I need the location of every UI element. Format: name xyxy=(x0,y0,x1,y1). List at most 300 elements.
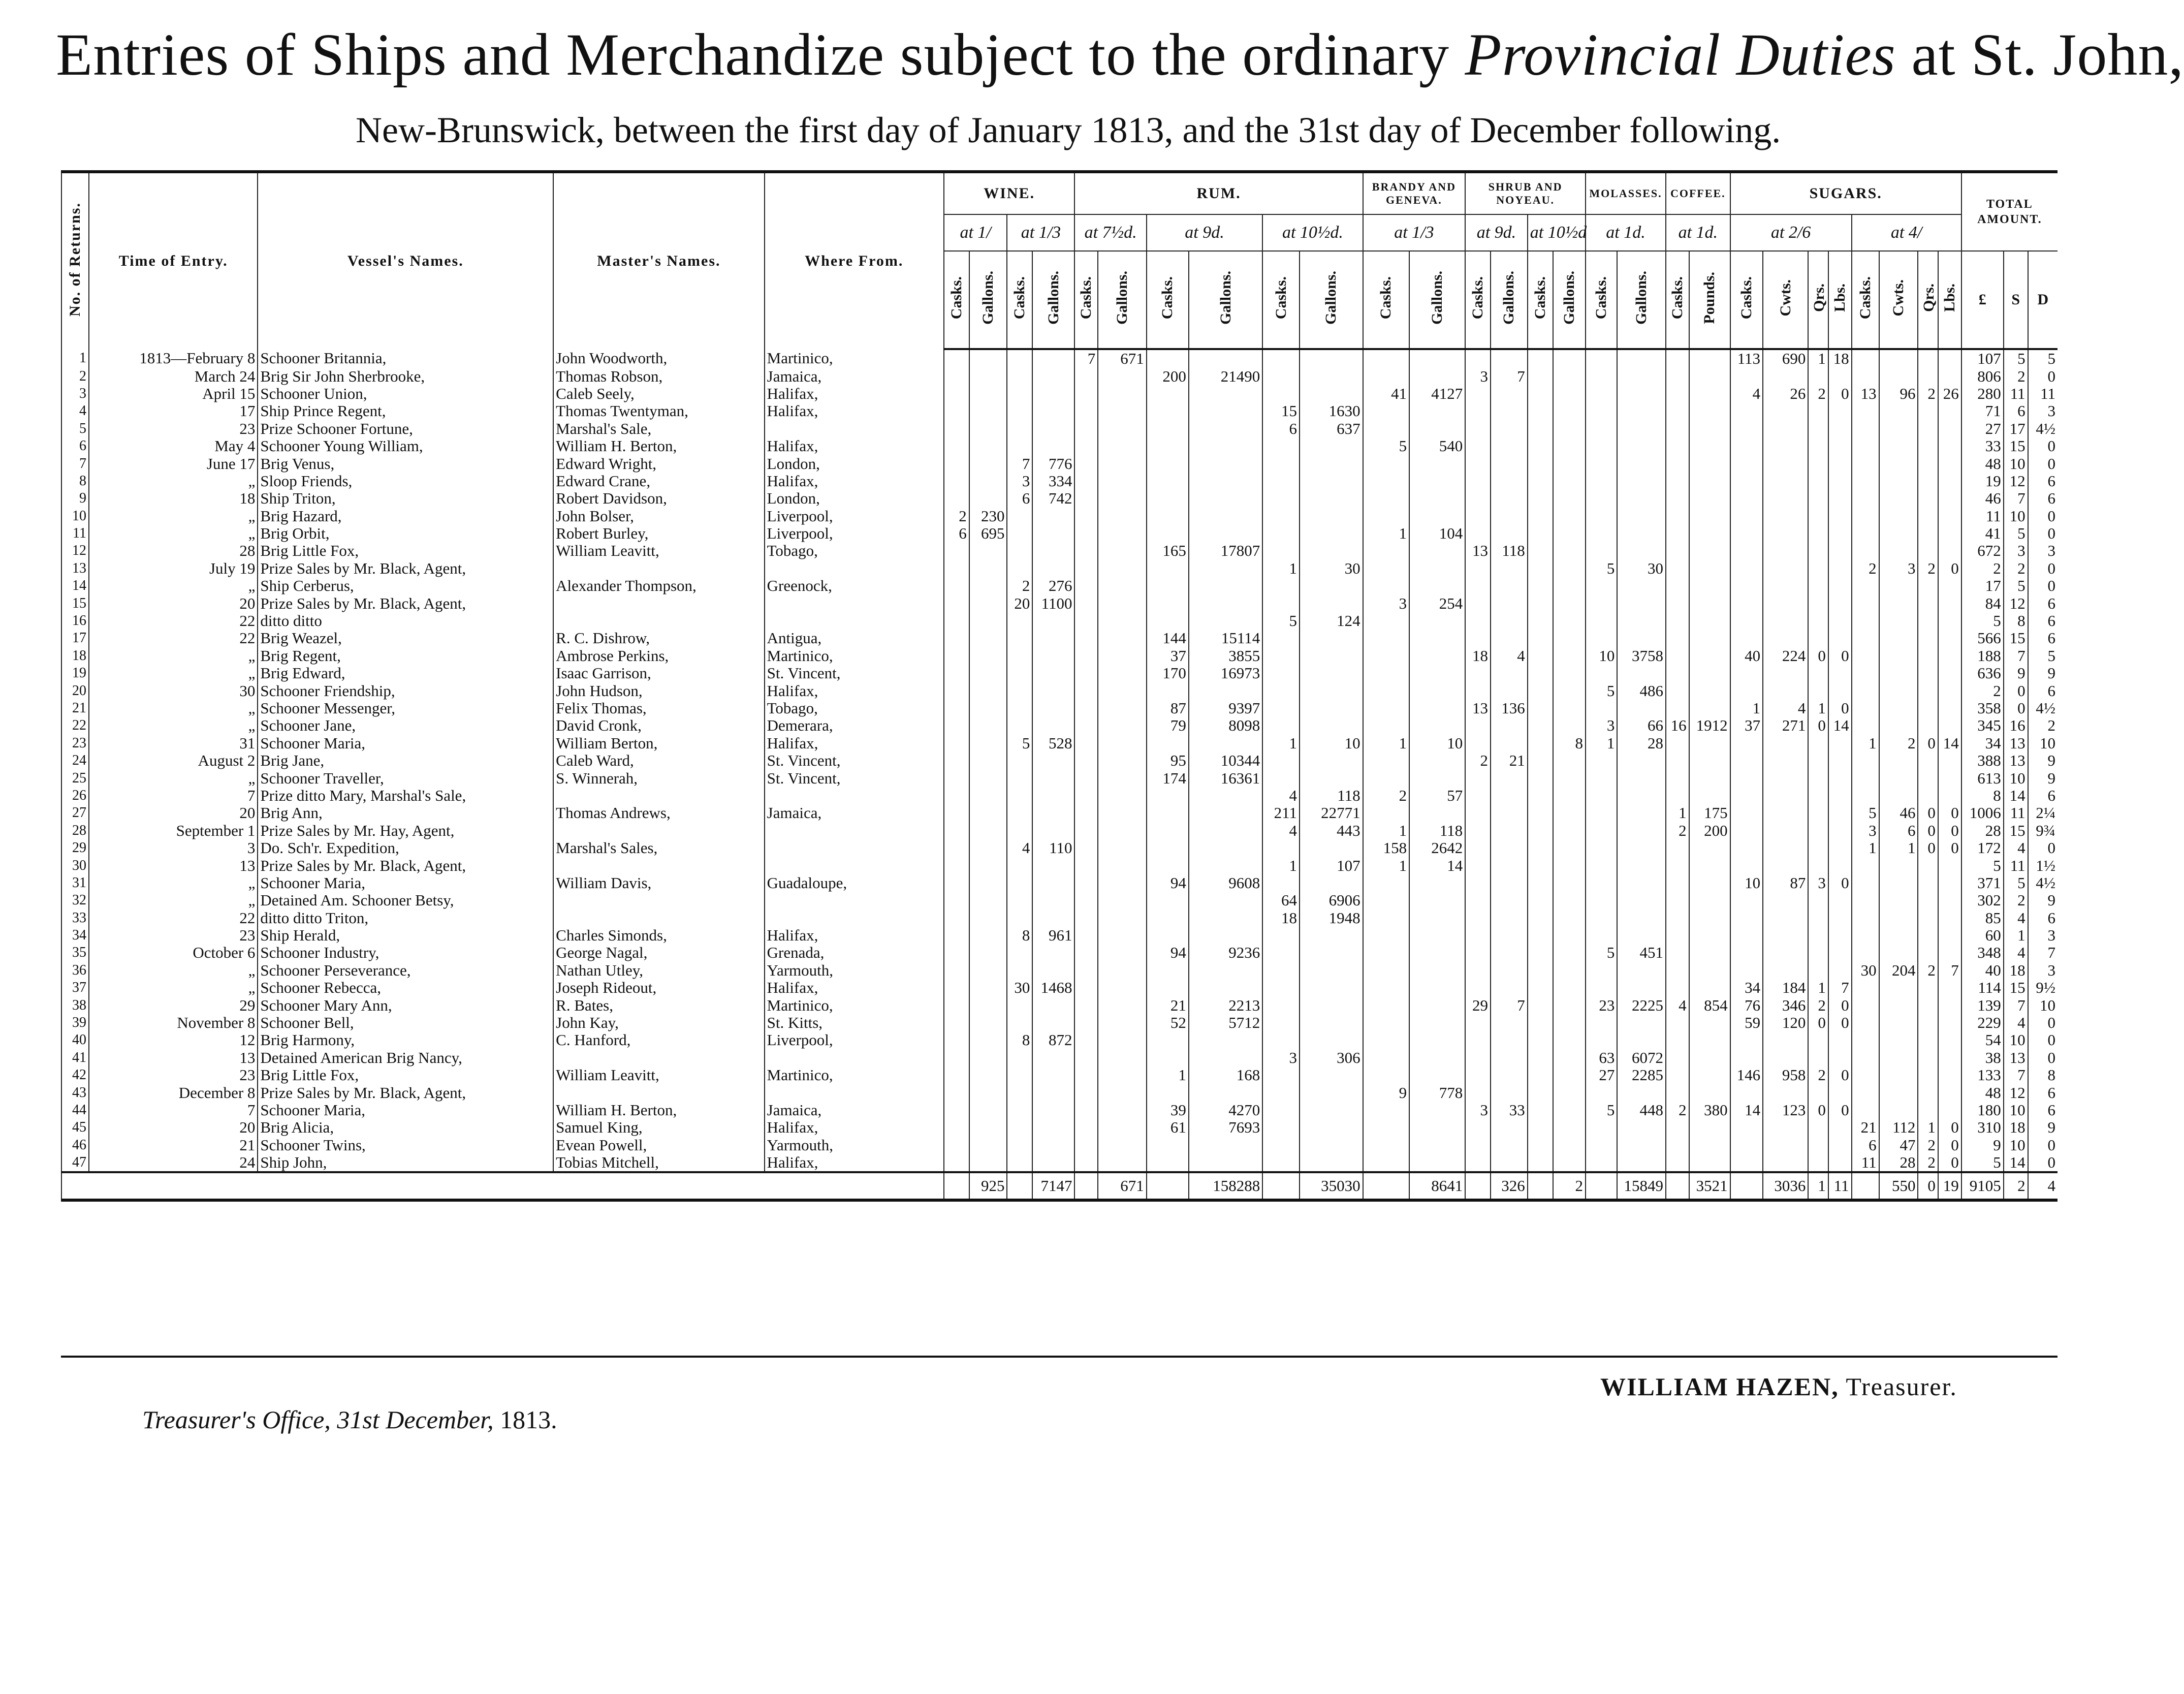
row-total-shillings: 10 xyxy=(2004,1031,2028,1049)
cell-r105g xyxy=(1300,630,1363,647)
cell-m1g xyxy=(1617,385,1666,402)
cell-r105g xyxy=(1300,944,1363,961)
cell-b13c: 2 xyxy=(1363,787,1409,804)
cell-r105c xyxy=(1262,542,1300,559)
cell-s2w xyxy=(1879,612,1918,630)
row-total-pence: 0 xyxy=(2028,1154,2058,1172)
row-where-from: Halifax, xyxy=(765,979,944,996)
table-row xyxy=(61,349,2058,367)
cell-w13g xyxy=(1032,909,1074,927)
cell-s1q: 1 xyxy=(1808,979,1828,996)
row-date: „ xyxy=(89,577,258,594)
cell-s2l xyxy=(1938,1066,1961,1084)
cell-r9c xyxy=(1147,508,1189,525)
total-co1c xyxy=(1666,1172,1689,1200)
cell-sh10c xyxy=(1528,892,1553,909)
cell-sh10g xyxy=(1553,962,1586,979)
cell-s2q xyxy=(1918,542,1938,559)
cell-s2q xyxy=(1918,1084,1938,1101)
col-time-of-entry: Time of Entry. xyxy=(89,172,258,349)
cell-sh9g xyxy=(1491,560,1528,577)
row-vessel: Schooner Maria, xyxy=(258,735,553,752)
cell-co1c xyxy=(1666,525,1689,542)
cell-s1q xyxy=(1808,594,1828,612)
totals-label-blank xyxy=(61,1172,944,1200)
cell-b13g xyxy=(1409,367,1465,385)
row-total-pence: 0 xyxy=(2028,367,2058,385)
row-master: Thomas Twentyman, xyxy=(553,402,765,420)
cell-s1c xyxy=(1730,665,1763,682)
cell-b13g: 10 xyxy=(1409,735,1465,752)
table-row xyxy=(61,473,2058,490)
cell-w1g xyxy=(969,455,1007,472)
row-total-shillings: 10 xyxy=(2004,455,2028,472)
row-date: 1813—February 8 xyxy=(89,349,258,367)
cell-w13c xyxy=(1007,665,1032,682)
row-total-pence: 0 xyxy=(2028,455,2058,472)
total-s1w: 3036 xyxy=(1763,1172,1808,1200)
row-total-pence: 6 xyxy=(2028,1084,2058,1101)
cell-w1c xyxy=(944,1014,969,1031)
row-total-shillings: 15 xyxy=(2004,979,2028,996)
row-total-shillings: 10 xyxy=(2004,508,2028,525)
row-date: 24 xyxy=(89,1154,258,1172)
cell-w13c xyxy=(1007,944,1032,961)
cell-s1c xyxy=(1730,857,1763,874)
cell-r9c: 94 xyxy=(1147,874,1189,892)
cell-s2l xyxy=(1938,630,1961,647)
row-total-pence: 3 xyxy=(2028,927,2058,944)
row-where-from: St. Vincent, xyxy=(765,769,944,787)
unit-gallons: Gallons. xyxy=(1409,251,1465,349)
cell-sh9c xyxy=(1465,665,1491,682)
cell-s2c xyxy=(1852,682,1879,699)
row-date: 23 xyxy=(89,1066,258,1084)
row-total-shillings: 0 xyxy=(2004,682,2028,699)
cell-s1c xyxy=(1730,367,1763,385)
row-date: „ xyxy=(89,473,258,490)
cell-sh10c xyxy=(1528,927,1553,944)
cell-r9c: 95 xyxy=(1147,752,1189,769)
cell-r105g xyxy=(1300,542,1363,559)
cell-s1w xyxy=(1763,822,1808,839)
cell-b13g xyxy=(1409,892,1465,909)
cell-sh9c xyxy=(1465,769,1491,787)
cell-s2q: 0 xyxy=(1918,735,1938,752)
cell-r105c xyxy=(1262,647,1300,665)
cell-w13c xyxy=(1007,874,1032,892)
cell-s2c: 11 xyxy=(1852,1154,1879,1172)
cell-m1c: 10 xyxy=(1586,647,1617,665)
cell-m1g xyxy=(1617,1084,1666,1101)
cell-r75g xyxy=(1098,420,1147,437)
cell-m1g xyxy=(1617,594,1666,612)
cell-sh9g xyxy=(1491,769,1528,787)
row-date: October 6 xyxy=(89,944,258,961)
cell-r75c xyxy=(1074,560,1098,577)
cell-s1l xyxy=(1828,577,1852,594)
cell-m1g xyxy=(1617,769,1666,787)
cell-s1c xyxy=(1730,1119,1763,1136)
row-master: Caleb Ward, xyxy=(553,752,765,769)
table-row xyxy=(61,594,2058,612)
row-master: Felix Thomas, xyxy=(553,700,765,717)
cell-b13c: 41 xyxy=(1363,385,1409,402)
cell-w13c xyxy=(1007,420,1032,437)
cell-m1g: 2225 xyxy=(1617,996,1666,1014)
cell-r9g: 17807 xyxy=(1189,542,1262,559)
cell-sh9c xyxy=(1465,594,1491,612)
cell-s2w xyxy=(1879,1031,1918,1049)
cell-co1p xyxy=(1689,367,1730,385)
cell-s1c xyxy=(1730,630,1763,647)
cell-sh10g xyxy=(1553,839,1586,857)
cell-w13g xyxy=(1032,822,1074,839)
row-where-from: Halifax, xyxy=(765,927,944,944)
cell-b13c xyxy=(1363,752,1409,769)
cell-s2l xyxy=(1938,455,1961,472)
cell-w1g xyxy=(969,804,1007,822)
cell-sh10c xyxy=(1528,1154,1553,1172)
cell-r105c: 4 xyxy=(1262,822,1300,839)
cell-w13g xyxy=(1032,402,1074,420)
cell-sh10c xyxy=(1528,367,1553,385)
row-vessel: Ship Cerberus, xyxy=(258,577,553,594)
cell-co1p xyxy=(1689,560,1730,577)
cell-s1w: 690 xyxy=(1763,349,1808,367)
cell-w1g xyxy=(969,1154,1007,1172)
cell-w1c xyxy=(944,1066,969,1084)
row-date: 18 xyxy=(89,490,258,507)
cell-b13g xyxy=(1409,962,1465,979)
row-vessel: Schooner Maria, xyxy=(258,874,553,892)
cell-s2l: 0 xyxy=(1938,560,1961,577)
cell-r75c xyxy=(1074,367,1098,385)
row-master: William Leavitt, xyxy=(553,1066,765,1084)
cell-w1c xyxy=(944,385,969,402)
cell-s1w xyxy=(1763,787,1808,804)
cell-sh10g xyxy=(1553,349,1586,367)
cell-m1c xyxy=(1586,962,1617,979)
cell-s2l xyxy=(1938,525,1961,542)
total-s1l: 11 xyxy=(1828,1172,1852,1200)
total-b13g: 8641 xyxy=(1409,1172,1465,1200)
cell-w1c xyxy=(944,717,969,734)
cell-s2l xyxy=(1938,874,1961,892)
row-master xyxy=(553,560,765,577)
table-row xyxy=(61,962,2058,979)
row-number: 33 xyxy=(61,909,89,927)
cell-b13g: 778 xyxy=(1409,1084,1465,1101)
cell-b13g: 2642 xyxy=(1409,839,1465,857)
cell-s1w: 123 xyxy=(1763,1102,1808,1119)
cell-s2c xyxy=(1852,525,1879,542)
row-where-from: Liverpool, xyxy=(765,508,944,525)
cell-s2l xyxy=(1938,665,1961,682)
cell-s2w xyxy=(1879,857,1918,874)
cell-s2c xyxy=(1852,1049,1879,1066)
cell-sh9c xyxy=(1465,630,1491,647)
cell-m1c xyxy=(1586,979,1617,996)
cell-sh10g xyxy=(1553,665,1586,682)
cell-sh9c xyxy=(1465,857,1491,874)
cell-w1c xyxy=(944,874,969,892)
unit-casks: Casks. xyxy=(1730,251,1763,349)
cell-co1c xyxy=(1666,665,1689,682)
cell-w1g xyxy=(969,682,1007,699)
cell-r9c: 200 xyxy=(1147,367,1189,385)
cell-r105c: 1 xyxy=(1262,560,1300,577)
cell-r75c xyxy=(1074,490,1098,507)
cell-s2w xyxy=(1879,927,1918,944)
cell-sh9c xyxy=(1465,892,1491,909)
cell-sh9c xyxy=(1465,385,1491,402)
cell-co1c xyxy=(1666,752,1689,769)
cell-co1p xyxy=(1689,1119,1730,1136)
cell-sh10g xyxy=(1553,752,1586,769)
cell-w13c xyxy=(1007,508,1032,525)
row-date: May 4 xyxy=(89,437,258,455)
cell-w1g xyxy=(969,787,1007,804)
cell-sh9c xyxy=(1465,1137,1491,1154)
row-total-pence: 0 xyxy=(2028,560,2058,577)
cell-r105g xyxy=(1300,525,1363,542)
cell-s1q xyxy=(1808,630,1828,647)
row-where-from xyxy=(765,1049,944,1066)
cell-w1c xyxy=(944,490,969,507)
row-where-from xyxy=(765,612,944,630)
row-total-pence: 6 xyxy=(2028,1102,2058,1119)
cell-s2l xyxy=(1938,787,1961,804)
total-m1c xyxy=(1586,1172,1617,1200)
cell-s1l xyxy=(1828,508,1852,525)
table-row xyxy=(61,612,2058,630)
cell-co1p xyxy=(1689,927,1730,944)
cell-r105g xyxy=(1300,717,1363,734)
cell-w1g xyxy=(969,874,1007,892)
cell-sh9g xyxy=(1491,717,1528,734)
cell-b13c: 3 xyxy=(1363,594,1409,612)
total-w1g: 925 xyxy=(969,1172,1007,1200)
cell-s1w xyxy=(1763,682,1808,699)
row-master xyxy=(553,612,765,630)
cell-m1g xyxy=(1617,857,1666,874)
cell-s1c xyxy=(1730,682,1763,699)
cell-r105g: 118 xyxy=(1300,787,1363,804)
total-r105c xyxy=(1262,1172,1300,1200)
cell-w13c xyxy=(1007,385,1032,402)
row-date: 17 xyxy=(89,402,258,420)
row-where-from: Halifax, xyxy=(765,682,944,699)
cell-r9c: 165 xyxy=(1147,542,1189,559)
cell-w13g xyxy=(1032,804,1074,822)
row-total-pounds: 5 xyxy=(1961,612,2004,630)
table-row xyxy=(61,1049,2058,1066)
cell-w1c xyxy=(944,769,969,787)
cell-r9g xyxy=(1189,857,1262,874)
cell-r105c xyxy=(1262,1154,1300,1172)
cell-w1g xyxy=(969,717,1007,734)
cell-r9c: 87 xyxy=(1147,700,1189,717)
cell-r75c xyxy=(1074,1031,1098,1049)
cell-b13c xyxy=(1363,892,1409,909)
row-total-pence: 0 xyxy=(2028,1137,2058,1154)
cell-sh10g xyxy=(1553,1049,1586,1066)
cell-co1p xyxy=(1689,525,1730,542)
row-date: 13 xyxy=(89,1049,258,1066)
cell-sh10g xyxy=(1553,804,1586,822)
cell-sh10g xyxy=(1553,385,1586,402)
row-total-shillings: 7 xyxy=(2004,996,2028,1014)
cell-s1c xyxy=(1730,1137,1763,1154)
cell-b13g xyxy=(1409,612,1465,630)
total-sh10g: 2 xyxy=(1553,1172,1586,1200)
total-pnd: 9105 xyxy=(1961,1172,2004,1200)
cell-r9c xyxy=(1147,402,1189,420)
cell-s1q xyxy=(1808,525,1828,542)
cell-r105g xyxy=(1300,437,1363,455)
row-total-pounds: 5 xyxy=(1961,857,2004,874)
row-date: „ xyxy=(89,874,258,892)
cell-s1w xyxy=(1763,525,1808,542)
table-row xyxy=(61,787,2058,804)
cell-w13g xyxy=(1032,612,1074,630)
cell-b13c xyxy=(1363,1137,1409,1154)
cell-m1g: 6072 xyxy=(1617,1049,1666,1066)
cell-s1l xyxy=(1828,769,1852,787)
cell-w13c xyxy=(1007,700,1032,717)
row-total-pence: 11 xyxy=(2028,385,2058,402)
row-total-shillings: 18 xyxy=(2004,1119,2028,1136)
cell-s1q xyxy=(1808,1154,1828,1172)
cell-w1c xyxy=(944,647,969,665)
cell-s1q xyxy=(1808,909,1828,927)
table-row xyxy=(61,647,2058,665)
cell-co1c: 1 xyxy=(1666,804,1689,822)
cell-m1g xyxy=(1617,525,1666,542)
cell-w13g xyxy=(1032,769,1074,787)
cell-s1w xyxy=(1763,490,1808,507)
cell-co1c xyxy=(1666,542,1689,559)
cell-m1g xyxy=(1617,630,1666,647)
cell-b13g xyxy=(1409,874,1465,892)
unit-gallons: Gallons. xyxy=(1032,251,1074,349)
cell-r105c xyxy=(1262,525,1300,542)
cell-s1l xyxy=(1828,594,1852,612)
cell-w1c xyxy=(944,560,969,577)
row-number: 29 xyxy=(61,839,89,857)
row-date: 21 xyxy=(89,1137,258,1154)
cell-m1c xyxy=(1586,525,1617,542)
cell-s2c xyxy=(1852,630,1879,647)
cell-s1l xyxy=(1828,909,1852,927)
table-row xyxy=(61,542,2058,559)
cell-s1w xyxy=(1763,508,1808,525)
cell-s1l: 14 xyxy=(1828,717,1852,734)
row-total-pounds: 5 xyxy=(1961,1154,2004,1172)
cell-s2l xyxy=(1938,717,1961,734)
cell-s1q xyxy=(1808,508,1828,525)
cell-r105g xyxy=(1300,752,1363,769)
cell-s2q xyxy=(1918,1031,1938,1049)
row-total-pounds: 1006 xyxy=(1961,804,2004,822)
cell-sh10c xyxy=(1528,962,1553,979)
cell-r75c xyxy=(1074,682,1098,699)
cell-sh9c xyxy=(1465,560,1491,577)
row-where-from: London, xyxy=(765,455,944,472)
row-total-shillings: 5 xyxy=(2004,349,2028,367)
row-master: Thomas Andrews, xyxy=(553,804,765,822)
cell-w1g xyxy=(969,560,1007,577)
cell-co1p xyxy=(1689,542,1730,559)
cell-s2l xyxy=(1938,473,1961,490)
cell-s2l xyxy=(1938,612,1961,630)
cell-r75c xyxy=(1074,1014,1098,1031)
cell-s2q xyxy=(1918,577,1938,594)
row-where-from: St. Vincent, xyxy=(765,752,944,769)
cell-r105g xyxy=(1300,665,1363,682)
cell-m1c xyxy=(1586,822,1617,839)
row-total-shillings: 4 xyxy=(2004,1014,2028,1031)
cell-s1w: 184 xyxy=(1763,979,1808,996)
cell-w13g: 742 xyxy=(1032,490,1074,507)
cell-r9c xyxy=(1147,455,1189,472)
table-row xyxy=(61,1084,2058,1101)
cell-r9g xyxy=(1189,822,1262,839)
row-where-from: Halifax, xyxy=(765,735,944,752)
cell-w13c: 20 xyxy=(1007,594,1032,612)
cell-co1p xyxy=(1689,490,1730,507)
cell-sh9c xyxy=(1465,508,1491,525)
cell-w1g xyxy=(969,822,1007,839)
cell-s1w: 346 xyxy=(1763,996,1808,1014)
cell-b13c xyxy=(1363,420,1409,437)
cell-s1l xyxy=(1828,665,1852,682)
row-number: 34 xyxy=(61,927,89,944)
cell-w13g xyxy=(1032,857,1074,874)
cell-r105c xyxy=(1262,874,1300,892)
cell-s1l: 0 xyxy=(1828,996,1852,1014)
row-total-pence: 8 xyxy=(2028,1066,2058,1084)
cell-s2w xyxy=(1879,455,1918,472)
cell-sh10g xyxy=(1553,857,1586,874)
cell-w1c xyxy=(944,594,969,612)
cell-s2w xyxy=(1879,508,1918,525)
row-vessel: Brig Venus, xyxy=(258,455,553,472)
cell-m1g: 2285 xyxy=(1617,1066,1666,1084)
row-number: 26 xyxy=(61,787,89,804)
cell-r105g: 637 xyxy=(1300,420,1363,437)
cell-r105g xyxy=(1300,700,1363,717)
cell-s1w xyxy=(1763,542,1808,559)
cell-sh9g xyxy=(1491,979,1528,996)
cell-sh9c xyxy=(1465,717,1491,734)
row-date: 7 xyxy=(89,787,258,804)
row-date: March 24 xyxy=(89,367,258,385)
unit-cwts: Cwts. xyxy=(1763,251,1808,349)
row-total-pounds: 613 xyxy=(1961,769,2004,787)
cell-r105g: 306 xyxy=(1300,1049,1363,1066)
cell-w1c xyxy=(944,857,969,874)
cell-co1p xyxy=(1689,349,1730,367)
cell-r105c xyxy=(1262,1031,1300,1049)
cell-s2c xyxy=(1852,892,1879,909)
cell-s1q xyxy=(1808,735,1828,752)
unit-casks: Casks. xyxy=(944,251,969,349)
row-vessel: Brig Little Fox, xyxy=(258,1066,553,1084)
cell-m1g xyxy=(1617,1031,1666,1049)
cell-sh10c xyxy=(1528,857,1553,874)
